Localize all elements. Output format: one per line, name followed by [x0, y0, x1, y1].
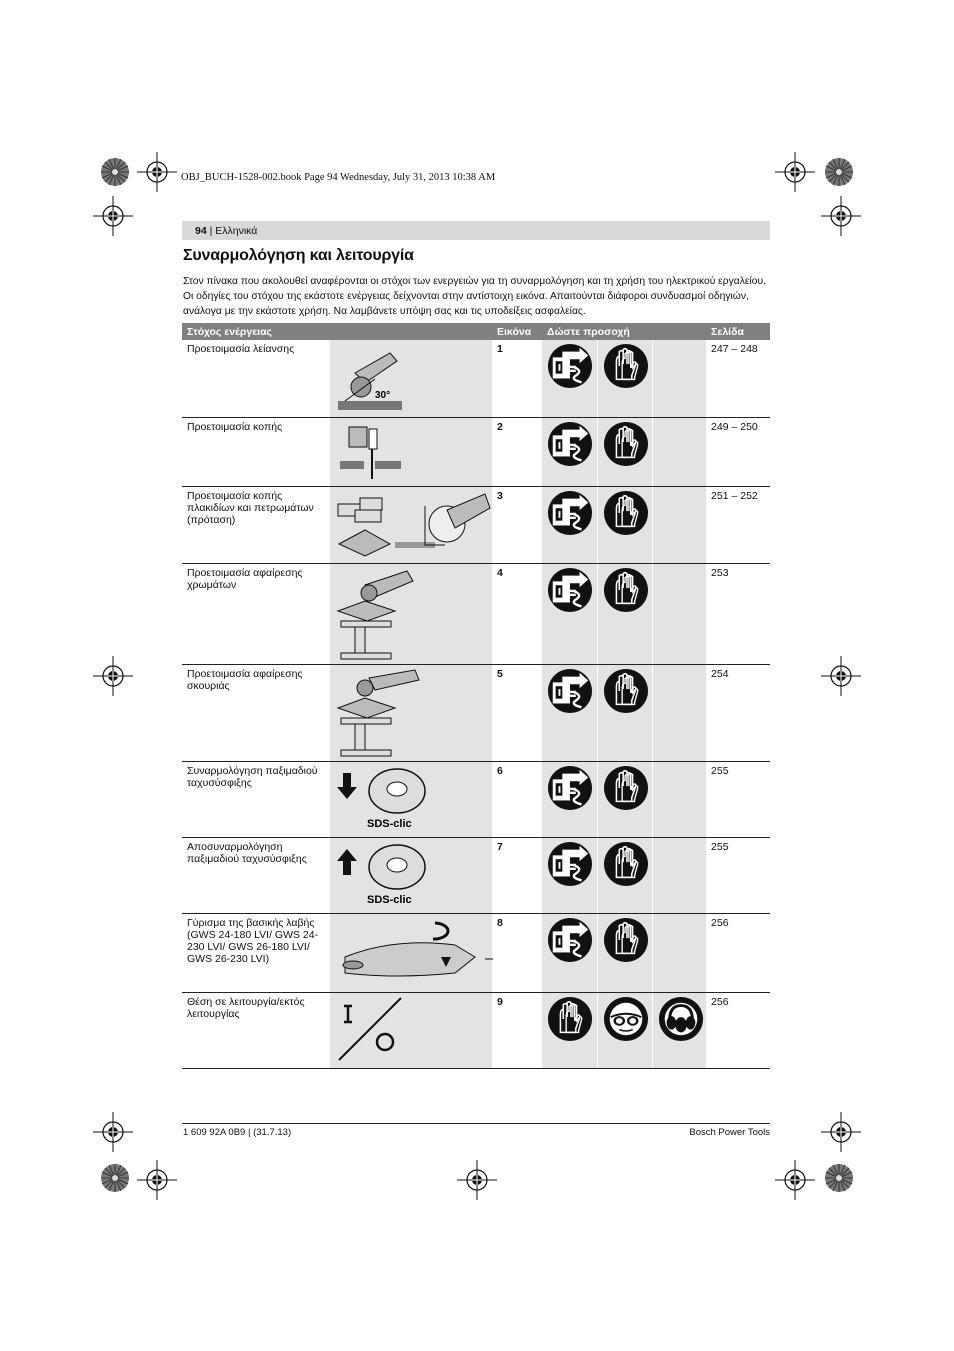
row-figure: 1	[492, 340, 542, 417]
gloves-icon	[603, 567, 649, 613]
row-goal: Προετοιμασία λείανσης	[182, 340, 330, 417]
header-goal: Στόχος ενέργειας	[182, 323, 492, 340]
row-figure: 3	[492, 486, 542, 563]
header-attention: Δώστε προσοχή	[542, 323, 706, 340]
row-goal: Προετοιμασία αφαίρεσης χρωμάτων	[182, 563, 330, 664]
row-illustration	[330, 913, 492, 992]
row-goal: Προετοιμασία κοπής	[182, 417, 330, 486]
gloves-icon	[603, 421, 649, 467]
cutting-preparation-illustration	[335, 421, 407, 483]
row-goal: Αποσυναρμολόγηση παξιμαδιού ταχυσύσφιξης	[182, 837, 330, 913]
row-illustration	[330, 992, 492, 1068]
table-header-row	[182, 323, 770, 340]
unplug-icon	[547, 421, 593, 467]
arrow-down-icon	[337, 773, 357, 799]
table-row	[182, 563, 770, 664]
registration-mark	[775, 1160, 815, 1200]
ear-protection-icon	[658, 996, 704, 1042]
gloves-icon	[603, 917, 649, 963]
row-goal: Προετοιμασία αφαίρεσης σκουριάς	[182, 664, 330, 761]
table-row	[182, 913, 770, 992]
registration-mark	[821, 196, 861, 236]
row-figure: 7	[492, 837, 542, 913]
gloves-icon	[603, 343, 649, 389]
row-illustration	[330, 563, 492, 664]
table-row	[182, 664, 770, 761]
table-row	[182, 992, 770, 1068]
unplug-icon	[547, 917, 593, 963]
color-wheel-mark	[824, 1163, 854, 1193]
rust-removal-illustration	[335, 668, 425, 758]
row-pages: 251 – 252	[706, 486, 770, 563]
unplug-icon	[547, 567, 593, 613]
registration-mark	[775, 152, 815, 192]
row-illustration	[330, 417, 492, 486]
table-row	[182, 486, 770, 563]
quick-nut-mount-illustration	[335, 765, 435, 833]
row-figure: 8	[492, 913, 542, 992]
row-pages: 247 – 248	[706, 340, 770, 417]
row-goal: Προετοιμασία κοπής πλακιδίων και πετρωμάτων (πρόταση)	[182, 486, 330, 563]
registration-mark	[93, 1112, 133, 1152]
color-wheel-mark	[824, 157, 854, 187]
row-pages: 253	[706, 563, 770, 664]
row-pages: 254	[706, 664, 770, 761]
gloves-icon	[547, 996, 593, 1042]
unplug-icon	[547, 765, 593, 811]
row-goal: Συναρμολόγηση παξιμαδιού ταχυσύσφιξης	[182, 761, 330, 837]
quick-nut-removal-illustration	[335, 841, 435, 909]
language-label: Ελληνικά	[215, 225, 258, 237]
footer-divider	[182, 1123, 770, 1124]
color-wheel-mark	[100, 1163, 130, 1193]
goggles-icon	[603, 996, 649, 1042]
row-illustration	[330, 837, 492, 913]
on-off-switch-icon	[335, 996, 407, 1064]
registration-mark	[93, 656, 133, 696]
unplug-icon	[547, 841, 593, 887]
footer-brand: Bosch Power Tools	[689, 1127, 770, 1138]
main-handle-rotation-illustration	[335, 917, 495, 989]
row-figure: 9	[492, 992, 542, 1068]
gloves-icon	[603, 668, 649, 714]
row-figure: 4	[492, 563, 542, 664]
sds-clic-label: SDS-clic	[367, 893, 412, 906]
table-row	[182, 761, 770, 837]
footer-doc-number: 1 609 92A 0B9 | (31.7.13)	[183, 1127, 292, 1138]
row-illustration	[330, 664, 492, 761]
row-goal: Γύρισμα της βασικής λαβής (GWS 24-180 LVI/ GWS 24-230 LVI/ GWS 26-180 LVI/ GWS 26-230 LVI)	[182, 913, 330, 992]
row-figure: 2	[492, 417, 542, 486]
gloves-icon	[603, 841, 649, 887]
tile-cutting-illustration	[335, 490, 495, 560]
row-pages: 256	[706, 913, 770, 992]
page-number: 94	[195, 225, 207, 237]
assembly-operation-table	[182, 323, 770, 1069]
color-wheel-mark	[100, 157, 130, 187]
file-info-line: OBJ_BUCH-1528-002.book Page 94 Wednesday, July 31, 2013 10:38 AM	[181, 172, 496, 183]
row-goal: Θέση σε λειτουργία/εκτός λειτουργίας	[182, 992, 330, 1068]
registration-mark	[821, 1112, 861, 1152]
registration-mark	[821, 656, 861, 696]
registration-mark	[137, 1160, 177, 1200]
row-illustration	[330, 486, 492, 563]
sds-clic-label: SDS-clic	[367, 817, 412, 830]
angle-label: 30°	[375, 390, 391, 401]
row-pages: 249 – 250	[706, 417, 770, 486]
page-header-bar: 94 | Ελληνικά	[182, 221, 770, 240]
registration-mark	[137, 152, 177, 192]
table-row	[182, 837, 770, 913]
arrow-up-icon	[337, 849, 357, 875]
registration-mark	[457, 1160, 497, 1200]
row-figure: 5	[492, 664, 542, 761]
intro-paragraph: Στον πίνακα που ακολουθεί αναφέρονται οι στόχοι των ενεργειών για τη συναρμολόγηση και τη χρήση του ηλεκτρικού εργαλείου. Οι οδηγίες του στόχου της εκάστοτε ενέργειας δείχνονται στην αντίστοιχη εικόνα. Απαιτούνται διάφοροι συνδυασμοί οδηγιών, ανάλογα με την εκάστοτε χρήση. Να λαμβάνετε υπόψη σας και τις υποδείξεις ασφαλείας.	[183, 276, 766, 317]
row-pages: 255	[706, 761, 770, 837]
registration-mark	[93, 196, 133, 236]
grinding-preparation-illustration	[335, 343, 407, 413]
row-pages: 256	[706, 992, 770, 1068]
header-page: Σελίδα	[706, 323, 770, 340]
header-figure: Εικόνα	[492, 323, 542, 340]
gloves-icon	[603, 765, 649, 811]
unplug-icon	[547, 490, 593, 536]
row-illustration	[330, 761, 492, 837]
gloves-icon	[603, 490, 649, 536]
table-row	[182, 417, 770, 486]
paint-removal-illustration	[335, 567, 425, 661]
unplug-icon	[547, 668, 593, 714]
row-illustration	[330, 340, 492, 417]
row-pages: 255	[706, 837, 770, 913]
table-row	[182, 340, 770, 417]
row-figure: 6	[492, 761, 542, 837]
section-title: Συναρμολόγηση και λειτουργία	[183, 247, 414, 264]
unplug-icon	[547, 343, 593, 389]
